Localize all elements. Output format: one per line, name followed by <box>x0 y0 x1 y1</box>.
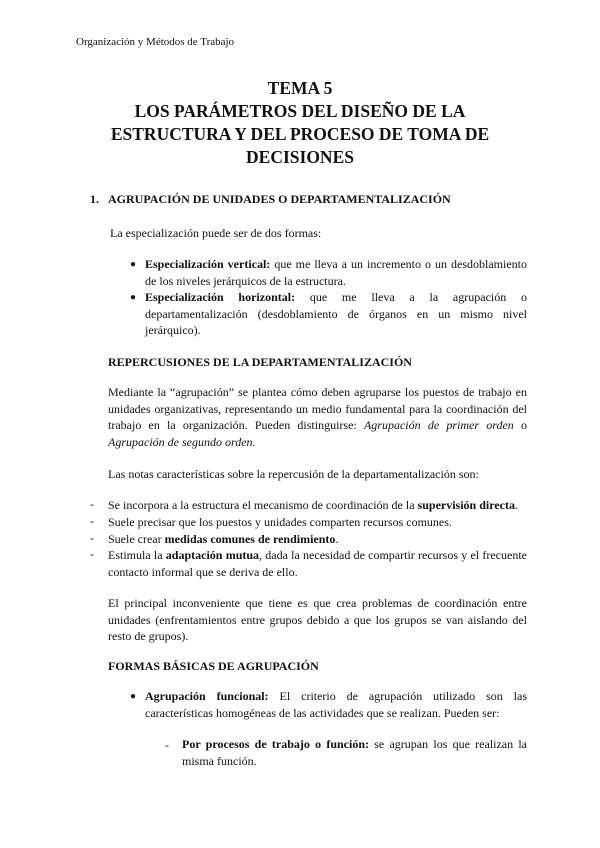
bullet-text: El criterio de agrupación utilizado son las características homogéneas de las actividades que se realizan. Pueden ser: <box>145 689 527 720</box>
bullet-term: Especialización horizontal: <box>145 290 296 304</box>
subsection-heading: REPERCUSIONES DE LA DEPARTAMENTALIZACIÓN <box>108 355 412 369</box>
italic-term: Agrupación de segundo orden. <box>108 434 256 449</box>
bullet-term: Especialización vertical: <box>145 257 271 271</box>
bullet-item <box>145 289 527 339</box>
dash-marker: - <box>90 514 94 528</box>
sub-item <box>182 736 527 769</box>
dash-marker: - <box>90 497 94 511</box>
bullet-icon: ● <box>130 259 137 270</box>
section-intro: La especialización puede ser de dos formas: <box>110 226 322 240</box>
bullet-text: que me lleva a un incremento o un desdoblamiento de los niveles jerárquicos de la estructura. <box>145 257 527 288</box>
bullet-text: que me lleva a la agrupación o departamentalización (desdoblamiento de órganos en un mismo nivel jerárquico). <box>145 290 527 337</box>
dash-item <box>108 531 527 548</box>
section-heading: AGRUPACIÓN DE UNIDADES O DEPARTAMENTALIZACIÓN <box>108 192 451 206</box>
bullet-item <box>145 688 527 721</box>
dash-item-text: . <box>335 532 339 546</box>
bullet-term: Agrupación funcional: <box>145 689 269 703</box>
dash-item-text: , dada la necesidad de compartir recursos y el frecuente contacto informal que se deriva de ello. <box>108 548 527 579</box>
title-line-1: TEMA 5 <box>267 78 333 98</box>
title-line-4: DECISIONES <box>246 147 354 167</box>
dash-item-text: Se incorpora a la estructura el mecanismo de coordinación de la <box>108 498 418 512</box>
dash-item <box>108 497 527 514</box>
paragraph-text: o <box>513 418 528 432</box>
dash-item-text: Suele precisar que los puestos y unidades comparten recursos comunes. <box>108 515 452 529</box>
dash-item-text: Estimula la <box>108 548 166 562</box>
dash-item-text: Suele crear <box>108 532 165 546</box>
dash-item-bold: supervisión directa <box>417 498 515 512</box>
sub-dash-marker: - <box>165 738 169 752</box>
title-line-2: LOS PARÁMETROS DEL DISEÑO DE LA <box>134 101 466 121</box>
paragraph: El principal inconveniente que tiene es que crea problemas de coordinación entre unidades (enfrentamientos entre grupos debido a que los grupos se van aislando del resto de grupos). <box>108 596 527 643</box>
dash-marker: - <box>90 531 94 545</box>
paragraph: Las notas características sobre la repercusión de la departamentalización son: <box>108 467 479 481</box>
dash-item <box>108 547 527 580</box>
sub-item-term: Por procesos de trabajo o función: <box>182 737 370 751</box>
dash-item-text: . <box>515 498 518 512</box>
bullet-item <box>145 256 527 289</box>
sub-item-text: se agrupan los que realizan la misma función. <box>182 737 527 768</box>
paragraph <box>108 384 527 450</box>
dash-item-bold: medidas comunes de rendimiento <box>164 532 336 546</box>
dash-marker: - <box>90 547 94 561</box>
dash-item <box>108 514 527 531</box>
section-number: 1. <box>90 192 99 206</box>
running-header: Organización y Métodos de Trabajo <box>76 36 235 48</box>
paragraph-text: Mediante la “agrupación” se plantea cómo deben agruparse los puestos de trabajo en unidades organizativas, representando un medio fundamental para la coordinación del trabajo en la organización. Pueden distinguirse: <box>108 385 527 432</box>
title-line-3: ESTRUCTURA Y DEL PROCESO DE TOMA DE <box>110 124 490 144</box>
subsection-heading: FORMAS BÁSICAS DE AGRUPACIÓN <box>108 659 319 673</box>
bullet-icon: ● <box>130 691 137 702</box>
bullet-icon: ● <box>130 292 137 303</box>
italic-term: Agrupación de primer orden <box>363 418 514 432</box>
dash-item-bold: adaptación mutua <box>165 548 260 562</box>
